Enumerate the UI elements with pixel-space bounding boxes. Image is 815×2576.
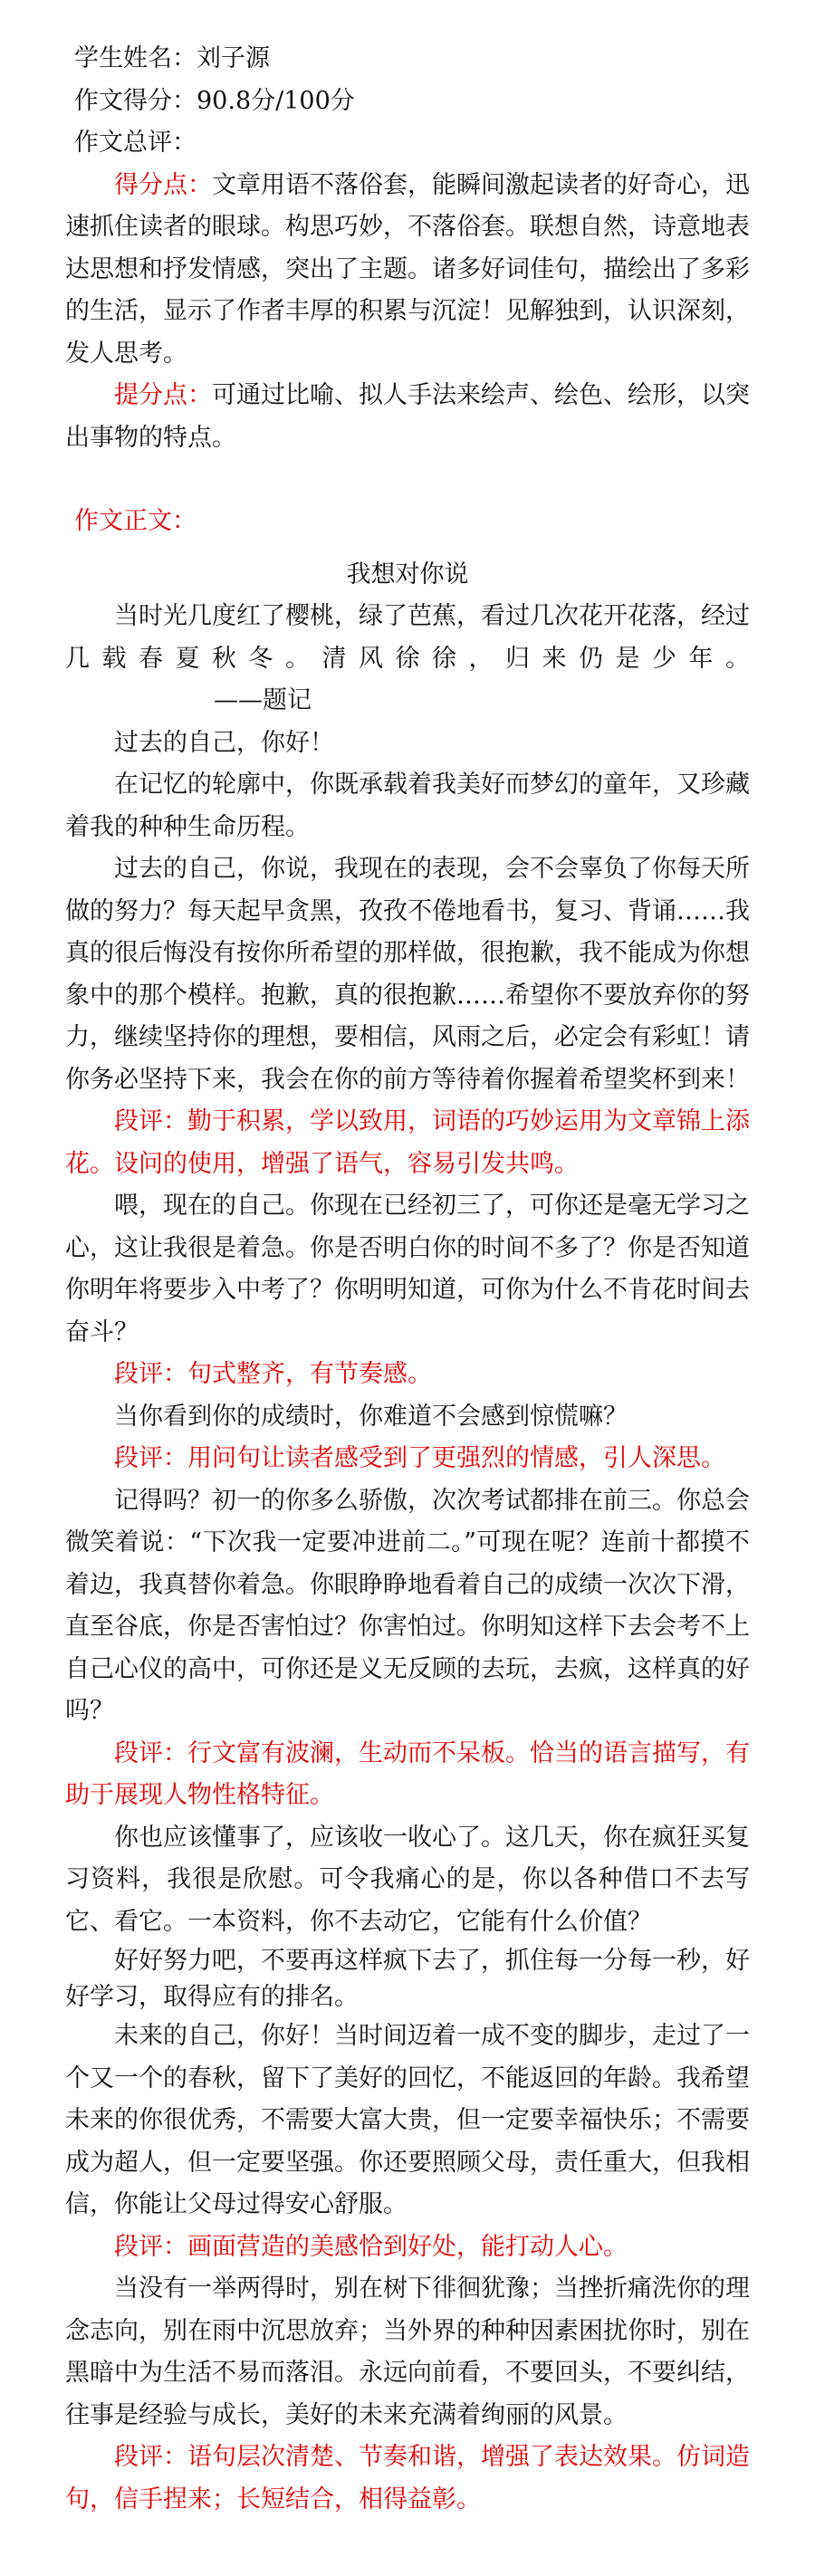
essay-paragraph: 在记忆的轮廓中，你既承载着我美好而梦幻的童年，又珍藏着我的种种生命历程。 — [65, 771, 750, 841]
paragraph-comment: 段评：勤于积累，学以致用，词语的巧妙运用为文章锦上添花。设问的使用，增强了语气，容易引发共鸣。 — [65, 1107, 750, 1178]
essay-paragraph: 好好努力吧，不要再这样疯下去了，抓住每一分每一秒，好好学习，取得应有的排名。 — [65, 1947, 750, 2011]
essay-paragraph: 你也应该懂事了，应该收一收心了。这几天，你在疯狂买复习资料，我很是欣慰。可令我痛心的是，你以各种借口不去写它、看它。一本资料，你不去动它，它能有什么价值？ — [65, 1823, 750, 1936]
score-line — [65, 81, 750, 123]
essay-paragraph: 未来的自己，你好！当时间迈着一成不变的脚步，走过了一个又一个的春秋，留下了美好的回忆，不能返回的年龄。我希望未来的你很优秀，不需要大富大贵，但一定要幸福快乐；不需要成为超人，但一定要坚强。你还要照顾父母，责任重大，但我相信，你能让父母过得安心舒服。 — [65, 2022, 750, 2218]
student-name-label: 学生姓名： — [74, 44, 197, 72]
essay-paragraph: 当没有一举两得时，别在树下徘徊犹豫；当挫折痛洗你的理念志向，别在雨中沉思放弃；当外界的种种因素困扰你时，别在黑暗中为生活不易而落泪。永远向前看，不要回头，不要纠结，往事是经验与成长，美好的未来充满着绚丽的风景。 — [65, 2274, 750, 2429]
epigraph-tag: ——题记 — [214, 686, 312, 714]
summary-label: 作文总评： — [74, 129, 197, 157]
essay-paragraph: 过去的自己，你说，我现在的表现，会不会辜负了你每天所做的努力？每天起早贪黑，孜孜不倦地看书，复习、背诵……我真的很后悔没有按你所希望的那样做，很抱歉，我不能成为你想象中的那个模样。抱歉，真的很抱歉……希望你不要放弃你的努力，继续坚持你的理想，要相信，风雨之后，必定会有彩虹！请你务必坚持下来，我会在你的前方等待着你握着希望奖杯到来！ — [65, 855, 750, 1094]
paragraph-comment: 段评：行文富有波澜，生动而不呆板。恰当的语言描写，有助于展现人物性格特征。 — [65, 1738, 750, 1809]
essay-paragraph: 过去的自己，你好！ — [114, 728, 334, 757]
scoring-points-text: 文章用语不落俗套，能瞬间激起读者的好奇心，迅速抓住读者的眼球。构思巧妙，不落俗套。联想自然，诗意地表达思想和抒发情感，突出了主题。诸多好词佳句，描绘出了多彩的生活，显示了作者丰厚的积累与沉淀！见解独到，认识深刻，发人思考。 — [65, 170, 750, 368]
essay-paragraph: 记得吗？初一的你多么骄傲，次次考试都排在前三。你总会微笑着说：“下次我一定要冲进前二。”可现在呢？连前十都摸不着边，我真替你着急。你眼睁睁地看着自己的成绩一次次下滑，直至谷底，你是否害怕过？你害怕过。你明知这样下去会考不上自己心仪的高中，可你还是义无反顾的去玩，去疯，这样真的好吗？ — [65, 1486, 750, 1725]
essay-paragraph: 喂，现在的自己。你现在已经初三了，可你还是毫无学习之心，这让我很是着急。你是否明白你的时间不多了？你是否知道你明年将要步入中考了？你明明知道，可你为什么不肯花时间去奋斗？ — [65, 1192, 750, 1346]
score-label: 作文得分： — [74, 86, 197, 115]
essay-title: 我想对你说 — [346, 560, 469, 589]
student-name-line — [65, 38, 750, 81]
essay-section-label: 作文正文： — [74, 507, 197, 535]
paragraph-comment: 段评：画面营造的美感恰到好处，能打动人心。 — [114, 2232, 628, 2261]
scoring-points — [65, 165, 750, 376]
improvement-points — [65, 375, 750, 459]
improvement-points-label: 提分点： — [114, 381, 212, 409]
student-name: 刘子源 — [197, 44, 270, 72]
paragraph-comment: 段评：用问句让读者感受到了更强烈的情感，引人深思。 — [114, 1444, 725, 1472]
improvement-points-text: 可通过比喻、拟人手法来绘声、绘色、绘形，以突出事物的特点。 — [65, 381, 750, 452]
score-value: 90.8分/100分 — [197, 86, 355, 115]
epigraph-text: 当时光几度红了樱桃，绿了芭蕉，看过几次花开花落，经过几载春夏秋冬。清风徐徐，归来仍是少年。 — [65, 602, 750, 673]
scoring-points-label: 得分点： — [114, 170, 212, 199]
paragraph-comment: 段评：句式整齐，有节奏感。 — [114, 1360, 432, 1388]
epigraph — [65, 596, 750, 723]
essay-paragraph: 当你看到你的成绩时，你难道不会感到惊慌嘛？ — [114, 1402, 628, 1431]
paragraph-comment: 段评：语句层次清楚、节奏和谐，增强了表达效果。仿词造句，信手捏来；长短结合，相得益彰。 — [65, 2443, 750, 2514]
